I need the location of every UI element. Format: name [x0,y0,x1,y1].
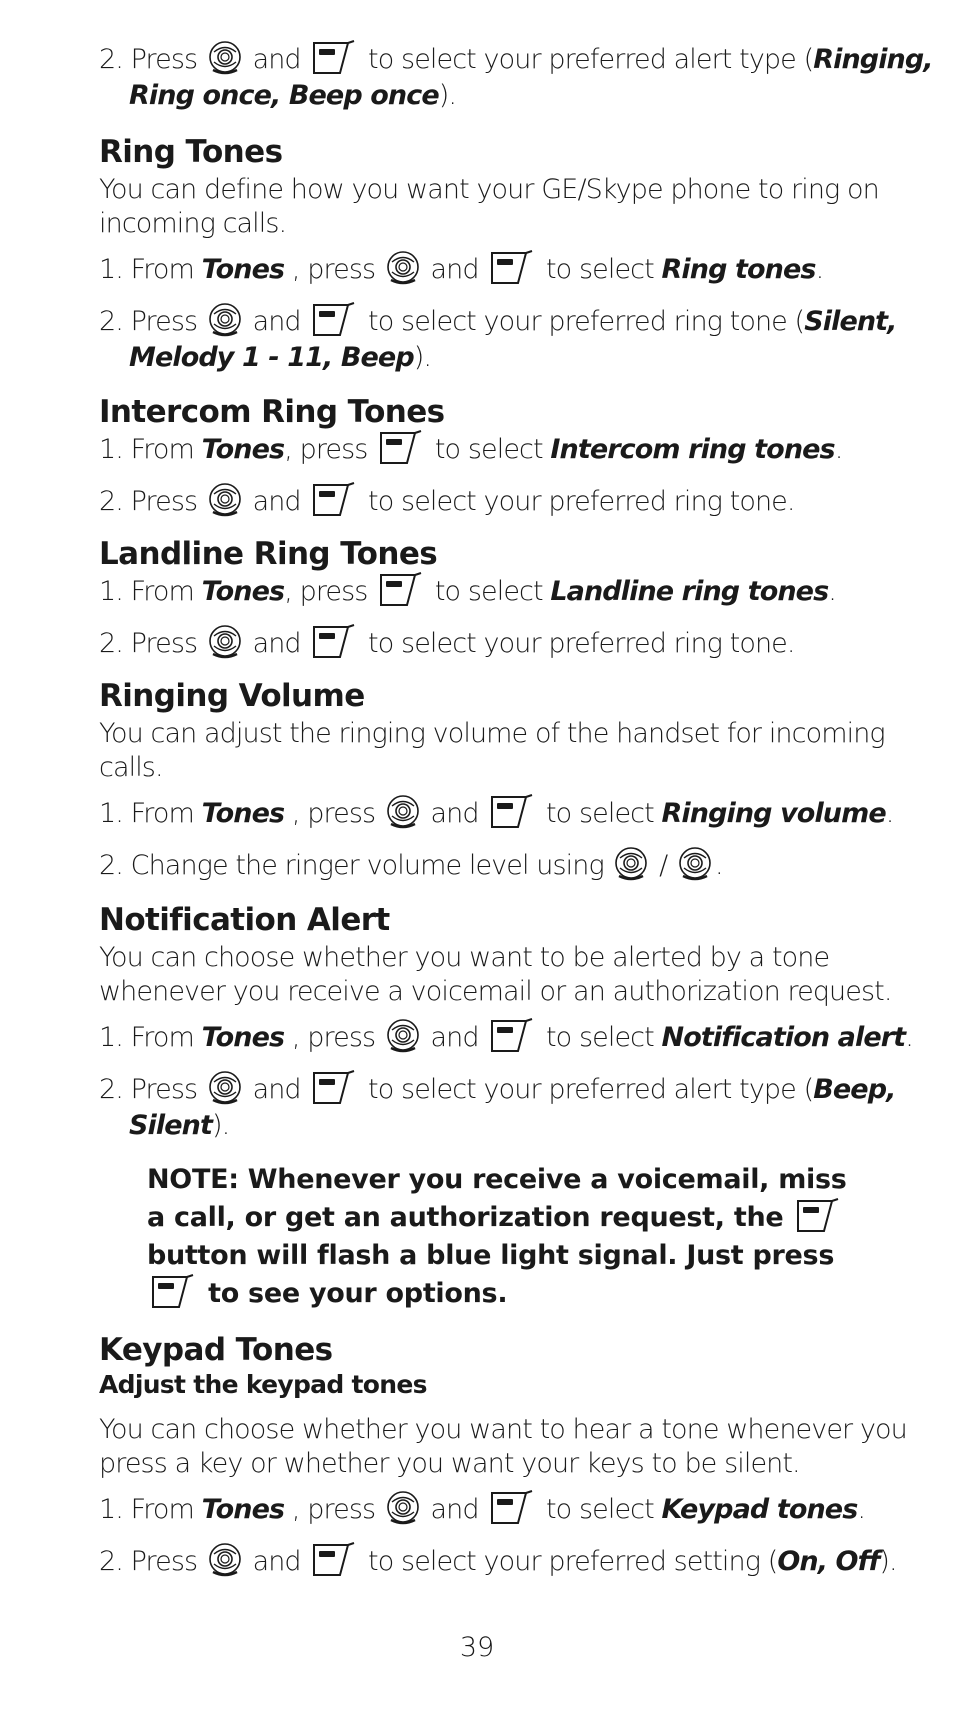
instruction-step [99,798,893,831]
step-text: to select [538,1022,662,1053]
body-text: You can define how you want your GE/Skype phone to ring on [99,174,879,205]
step-text: . [885,798,894,829]
emphasis-text: Keypad tones [661,1494,858,1525]
step-text: to select your preferred alert type ( [360,1074,814,1105]
emphasis-text: Ringing, [813,44,933,75]
step-text: , press [284,1494,383,1525]
subheading: Adjust the keypad tones [99,1370,427,1399]
emphasis-text: On, Off [777,1546,880,1577]
step-text: to select your preferred ring tone. [360,628,795,659]
step-text: to select [538,798,662,829]
body-text: calls. [99,752,163,783]
step-text: to see your options. [199,1278,508,1309]
navigation-key-icon [207,40,243,76]
step-text: ). [879,1546,897,1577]
navigation-key-icon [207,482,243,518]
instruction-step [99,1022,913,1055]
step-text: 2. Press [99,306,205,337]
emphasis-text: Ringing volume [661,798,886,829]
section-heading: Ring Tones [99,134,283,170]
instruction-step [99,254,823,287]
instruction-step [99,434,842,467]
step-text: , press [284,798,383,829]
step-text: 2. Press [99,486,205,517]
section-heading: Intercom Ring Tones [99,394,445,430]
step-text: , press [284,1022,383,1053]
body-text: You can adjust the ringing volume of the handset for incoming [99,718,885,749]
softkey-icon [488,793,536,831]
emphasis-text: Ring tones [661,254,816,285]
step-text: . [715,850,723,881]
step-text: . [815,254,824,285]
step-text: ). [438,80,457,111]
emphasis-text: Melody 1 - 11, Beep [129,342,414,373]
emphasis-text: Tones [201,1494,285,1525]
softkey-icon [149,1273,197,1311]
step-text: 1. From [99,254,202,285]
instruction-step [99,1074,896,1107]
step-text: and [244,1074,309,1105]
softkey-icon [310,1069,358,1107]
section-heading: Ringing Volume [99,678,365,714]
instruction-step [99,850,723,882]
navigation-key-icon [207,1070,243,1106]
softkey-icon [377,571,425,609]
step-text: / [651,850,676,881]
softkey-icon [310,481,358,519]
emphasis-text: Tones [201,1022,285,1053]
emphasis-text: Beep, [813,1074,896,1105]
softkey-icon [794,1197,842,1235]
step-text: and [422,798,487,829]
step-text: and [244,1546,309,1577]
instruction-continuation [129,80,456,111]
step-text: , press [284,254,383,285]
step-text: . [828,576,836,607]
instruction-step [99,628,795,661]
step-text: ). [212,1110,230,1141]
emphasis-text: Tones [201,434,285,465]
navigation-key-icon [207,624,243,660]
body-text: You can choose whether you want to be alerted by a tone [99,942,830,973]
step-text: to select [427,576,551,607]
step-text: . [834,434,843,465]
step-text: a call, or get an authorization request, the [147,1202,793,1233]
note-text [147,1202,844,1235]
step-text: to select your preferred ring tone. [360,486,795,517]
navigation-key-icon [385,1018,421,1054]
instruction-step [99,44,933,77]
instruction-step [99,1546,897,1579]
emphasis-text: Silent, [804,306,897,337]
emphasis-text: Ring once, Beep once [129,80,439,111]
step-text: 1. From [99,576,202,607]
step-text: to select your preferred ring tone ( [360,306,805,337]
emphasis-text: Tones [201,254,285,285]
step-text: to select [538,254,662,285]
body-text: You can choose whether you want to hear a tone whenever you [99,1414,907,1445]
step-text: and [244,306,309,337]
body-text: whenever you receive a voicemail or an authorization request. [99,976,892,1007]
step-text: and [244,486,309,517]
step-text: and [422,254,487,285]
step-text: NOTE: Whenever you receive a voicemail, miss [147,1164,847,1195]
emphasis-text: Silent [129,1110,212,1141]
step-text: 2. Change the ringer volume level using [99,850,612,881]
step-text: 1. From [99,798,202,829]
step-text: and [244,628,309,659]
emphasis-text: Tones [201,798,285,829]
instruction-continuation [129,342,431,373]
step-text: 1. From [99,1494,202,1525]
note-text [147,1240,834,1271]
softkey-icon [488,1017,536,1055]
step-text: to select [538,1494,662,1525]
step-text: 2. Press [99,1546,205,1577]
navigation-key-icon [385,1490,421,1526]
navigation-key-icon [613,846,649,882]
softkey-icon [488,1489,536,1527]
emphasis-text: Tones [201,576,285,607]
body-text: incoming calls. [99,208,287,239]
body-text: press a key or whether you want your keys to be silent. [99,1448,800,1479]
step-text: 1. From [99,1022,202,1053]
emphasis-text: Notification alert [661,1022,906,1053]
step-text: button will flash a blue light signal. Just press [147,1240,835,1271]
step-text: to select your preferred alert type ( [360,44,814,75]
navigation-key-icon [207,302,243,338]
softkey-icon [377,429,425,467]
note-text [147,1278,507,1311]
section-heading: Landline Ring Tones [99,536,438,572]
section-heading: Notification Alert [99,902,390,938]
step-text: to select your preferred setting ( [360,1546,778,1577]
softkey-icon [310,301,358,339]
step-text: and [244,44,309,75]
note-text [147,1164,847,1195]
step-text: 2. Press [99,1074,205,1105]
instruction-step [99,486,795,519]
navigation-key-icon [385,250,421,286]
emphasis-text: Intercom ring tones [550,434,835,465]
navigation-key-icon [385,794,421,830]
navigation-key-icon [207,1542,243,1578]
softkey-icon [310,39,358,77]
instruction-step [99,1494,865,1527]
softkey-icon [310,1541,358,1579]
instruction-step [99,306,897,339]
softkey-icon [488,249,536,287]
instruction-continuation [129,1110,229,1141]
softkey-icon [310,623,358,661]
section-heading: Keypad Tones [99,1332,333,1368]
step-text: . [905,1022,913,1053]
step-text: 2. Press [99,44,205,75]
step-text: ). [413,342,432,373]
step-text: . [857,1494,866,1525]
step-text: 1. From [99,434,202,465]
step-text: and [422,1494,487,1525]
emphasis-text: Landline ring tones [550,576,829,607]
navigation-key-icon [677,846,713,882]
step-text: , press [284,576,376,607]
step-text: 2. Press [99,628,205,659]
step-text: to select [427,434,551,465]
step-text: and [422,1022,487,1053]
step-text: , press [284,434,376,465]
instruction-step [99,576,836,609]
page-number: 39 [459,1632,495,1663]
